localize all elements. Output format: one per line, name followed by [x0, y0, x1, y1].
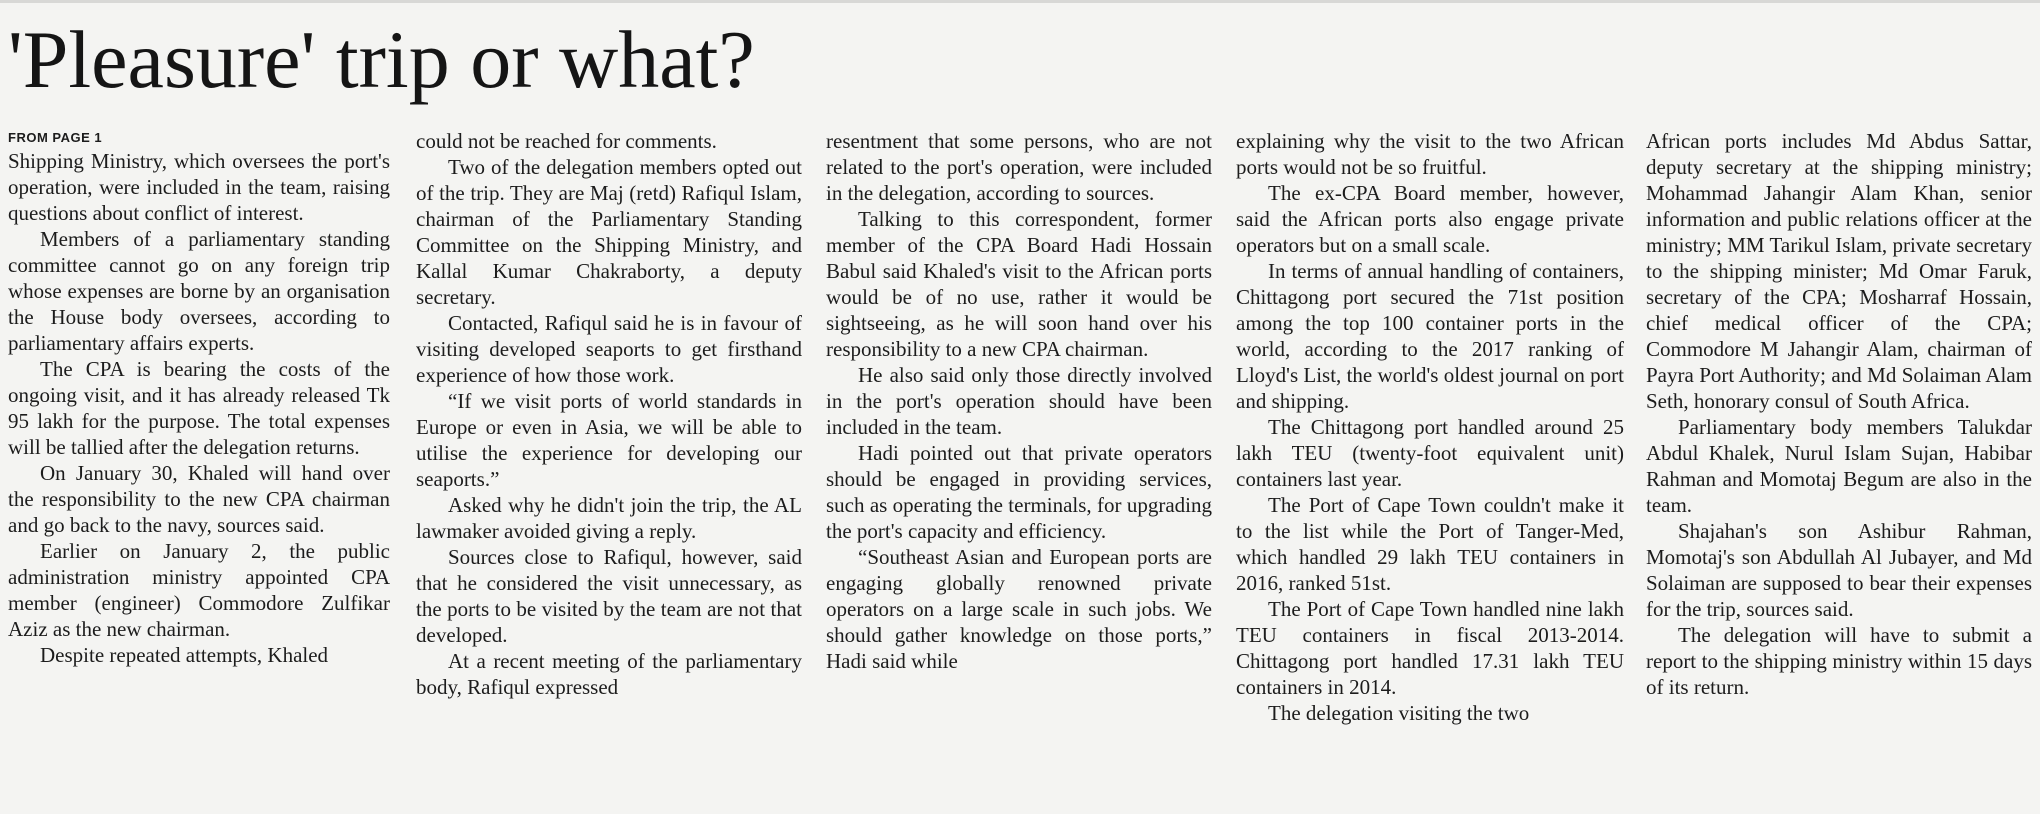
article-paragraph: Hadi pointed out that private operators should be engaged in providing services, such as operating the terminals, for upgrading the port's capacity and efficiency.	[826, 441, 1212, 543]
headline: 'Pleasure' trip or what?	[8, 14, 755, 105]
article-paragraph: resentment that some persons, who are not related to the port's operation, were included in the delegation, according to sources.	[826, 129, 1212, 205]
article-paragraph: Talking to this correspondent, former member of the CPA Board Hadi Hossain Babul said Khaled's visit to the African ports would be of no use, rather it would be sightseeing, as he will soon hand over his responsibility to a new CPA chairman.	[826, 207, 1212, 361]
article-paragraph: He also said only those directly involved in the port's operation should have been included in the team.	[826, 363, 1212, 439]
article-paragraph: Two of the delegation members opted out of the trip. They are Maj (retd) Rafiqul Islam, chairman of the Parliamentary Standing Committee on the Shipping Ministry, and Kallal Kumar Chakraborty, a deputy secretary.	[416, 155, 802, 309]
article-paragraph: Shipping Ministry, which oversees the port's operation, were included in the team, raising questions about conflict of interest.	[8, 149, 390, 225]
article-column-1	[8, 128, 390, 814]
article-paragraph: At a recent meeting of the parliamentary body, Rafiqul expressed	[416, 649, 802, 699]
article-paragraph: Shajahan's son Ashibur Rahman, Momotaj's son Abdullah Al Jubayer, and Md Solaiman are supposed to bear their expenses for the trip, sources said.	[1646, 519, 2032, 621]
article-paragraph: The Port of Cape Town handled nine lakh TEU containers in fiscal 2013-2014. Chittagong port handled 17.31 lakh TEU containers in 2014.	[1236, 597, 1624, 699]
article-column-3	[826, 128, 1212, 814]
article-paragraph: Members of a parliamentary standing committee cannot go on any foreign trip whose expenses are borne by an organisation the House body oversees, according to parliamentary affairs experts.	[8, 227, 390, 355]
article-column-5	[1646, 128, 2032, 814]
article-paragraph: “Southeast Asian and European ports are engaging globally renowned private operators on a large scale in such jobs. We should gather knowledge on those ports,” Hadi said while	[826, 545, 1212, 673]
article-paragraph: In terms of annual handling of containers, Chittagong port secured the 71st position among the top 100 container ports in the world, according to the 2017 ranking of Lloyd's List, the world's oldest journal on port and shipping.	[1236, 259, 1624, 413]
article-paragraph: African ports includes Md Abdus Sattar, deputy secretary at the shipping ministry; Mohammad Jahangir Alam Khan, senior information and public relations officer at the ministry; MM Tarikul Islam, private secretary to the shipping minister; Md Omar Faruk, secretary of the CPA; Mosharraf Hossain, chief medical officer of the CPA; Commodore M Jahangir Alam, chairman of Payra Port Authority; and Md Solaiman Alam Seth, honorary consul of South Africa.	[1646, 129, 2032, 413]
article-paragraph: The ex-CPA Board member, however, said the African ports also engage private operators but on a small scale.	[1236, 181, 1624, 257]
article-paragraph: Earlier on January 2, the public administration ministry appointed CPA member (engineer) Commodore Zulfikar Aziz as the new chairman.	[8, 539, 390, 641]
article-column-2	[416, 128, 802, 814]
continued-from-label: FROM PAGE 1	[8, 130, 103, 145]
article-paragraph: The delegation will have to submit a report to the shipping ministry within 15 days of its return.	[1646, 623, 2032, 699]
article-paragraph: “If we visit ports of world standards in Europe or even in Asia, we will be able to utilise the experience for developing our seaports.”	[416, 389, 802, 491]
article-paragraph: The Chittagong port handled around 25 lakh TEU (twenty-foot equivalent unit) containers last year.	[1236, 415, 1624, 491]
article-column-4	[1236, 128, 1624, 814]
article-paragraph: The CPA is bearing the costs of the ongoing visit, and it has already released Tk 95 lakh for the purpose. The total expenses will be tallied after the delegation returns.	[8, 357, 390, 459]
top-rule	[0, 0, 2040, 3]
article-paragraph: The Port of Cape Town couldn't make it to the list while the Port of Tanger-Med, which handled 29 lakh TEU containers in 2016, ranked 51st.	[1236, 493, 1624, 595]
article-paragraph: On January 30, Khaled will hand over the responsibility to the new CPA chairman and go back to the navy, sources said.	[8, 461, 390, 537]
article-paragraph: explaining why the visit to the two African ports would not be so fruitful.	[1236, 129, 1624, 179]
article-paragraph: The delegation visiting the two	[1268, 701, 1530, 725]
article-paragraph: Contacted, Rafiqul said he is in favour of visiting developed seaports to get firsthand experience of how those work.	[416, 311, 802, 387]
article-paragraph: could not be reached for comments.	[416, 129, 717, 153]
article-paragraph: Despite repeated attempts, Khaled	[40, 643, 329, 667]
article-paragraph: Sources close to Rafiqul, however, said that he considered the visit unnecessary, as the ports to be visited by the team are not that developed.	[416, 545, 802, 647]
article-paragraph: Asked why he didn't join the trip, the AL lawmaker avoided giving a reply.	[416, 493, 802, 543]
article-paragraph: Parliamentary body members Talukdar Abdul Khalek, Nurul Islam Sujan, Habibar Rahman and Momotaj Begum are also in the team.	[1646, 415, 2032, 517]
